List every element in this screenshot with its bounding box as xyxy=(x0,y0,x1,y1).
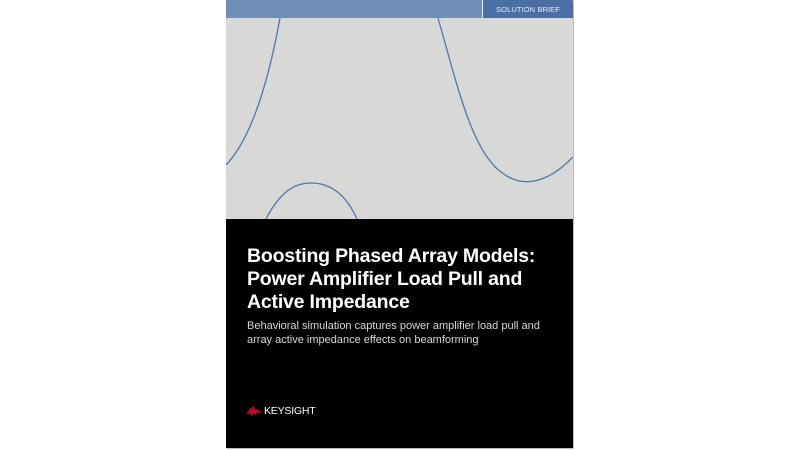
document-subtitle xyxy=(247,319,567,347)
brand-name: KEYSIGHT xyxy=(264,405,316,417)
document-title xyxy=(247,245,567,314)
title-line: Power Amplifier Load Pull and xyxy=(247,268,523,290)
title-line: Active Impedance xyxy=(247,291,410,313)
keysight-waveform-icon xyxy=(247,406,261,416)
document-type-tag: SOLUTION BRIEF xyxy=(482,0,573,18)
title-panel xyxy=(226,219,573,448)
waveform-curves-graphic xyxy=(226,0,573,219)
title-line: Boosting Phased Array Models: xyxy=(247,245,536,267)
solution-brief-cover xyxy=(226,0,573,448)
subtitle-line: array active impedance effects on beamforming xyxy=(247,334,479,346)
keysight-logo xyxy=(247,405,316,417)
subtitle-line: Behavioral simulation captures power amplifier load pull and xyxy=(247,320,540,332)
